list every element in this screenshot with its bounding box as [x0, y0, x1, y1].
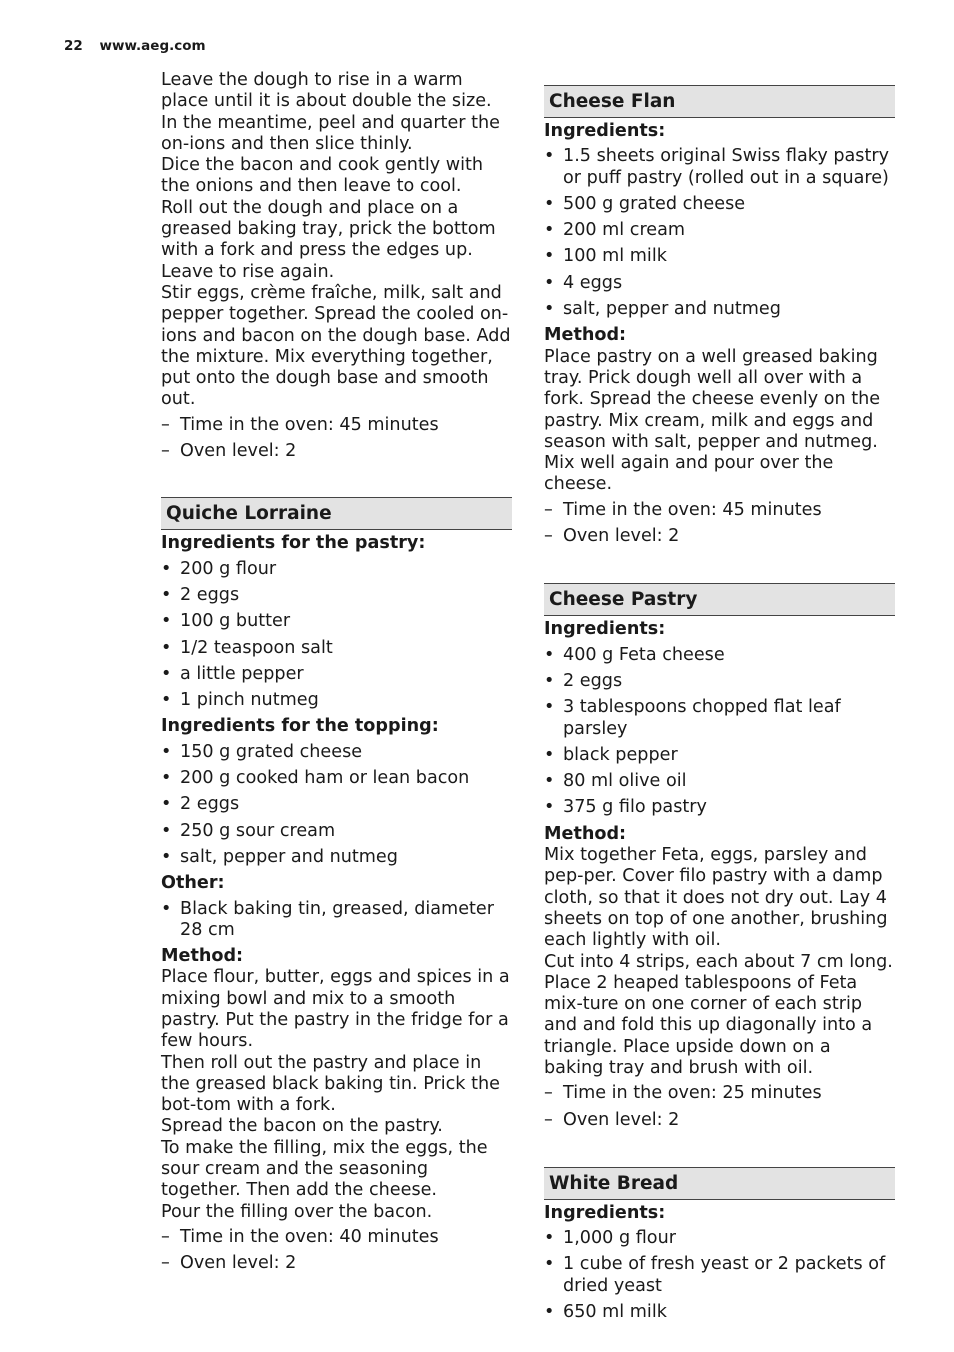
- ingredient-item: • 200 g cooked ham or lean bacon: [161, 768, 512, 789]
- ingredients-label: Ingredients:: [544, 619, 666, 640]
- recipe-quiche-lorraine: [161, 497, 512, 1274]
- oven-level: – Oven level: 2: [161, 1253, 512, 1274]
- other-item: • Black baking tin, greased, diameter 28 cm: [161, 899, 512, 942]
- method-paragraph: Mix together Feta, eggs, parsley and pep-per. Cover filo pastry with a damp cloth, so that it does not dry out. Lay 4 sheets on top of one another, brushing each lightly with oil.: [544, 845, 888, 951]
- ingredient-item: • 250 g sour cream: [161, 821, 512, 842]
- ingredient-item: • salt, pepper and nutmeg: [161, 847, 512, 868]
- method-paragraph: Cut into 4 strips, each about 7 cm long. Place 2 heaped tablespoons of Feta mix-ture on one corner of each strip and and fold this up diagonally into a triangle. Place upside down on a baking tray and brush with oil.: [544, 951, 893, 1078]
- ingredient-item: • 500 g grated cheese: [544, 194, 895, 215]
- oven-settings: [544, 500, 895, 548]
- method-label: Method:: [161, 946, 244, 967]
- ingredient-item: • 200 ml cream: [544, 220, 895, 241]
- method-paragraph: In the meantime, peel and quarter the on-ions and then slice thinly.: [161, 112, 500, 154]
- method-label: Method:: [544, 325, 627, 346]
- ingredients-label: Ingredients:: [544, 1202, 666, 1223]
- method-label: Method:: [544, 823, 627, 844]
- left-column: [161, 70, 512, 1280]
- ingredient-list: [161, 559, 512, 712]
- ingredient-item: • black pepper: [544, 745, 895, 766]
- oven-level: – Oven level: 2: [544, 526, 895, 547]
- ingredient-item: • 375 g filo pastry: [544, 797, 895, 818]
- ingredient-item: • 650 ml milk: [544, 1302, 895, 1323]
- ingredient-item: • 1,000 g flour: [544, 1228, 895, 1249]
- oven-time: – Time in the oven: 40 minutes: [161, 1227, 512, 1248]
- ingredient-item: • 2 eggs: [161, 585, 512, 606]
- method-paragraph: Place pastry on a well greased baking tray. Prick dough well all over with a fork. Spread the cheese evenly on the pastry. Mix cream, milk and eggs and season with salt, pepper and nutmeg. Mix well again and pour over the cheese.: [544, 346, 881, 495]
- recipe-cheese-flan: [544, 85, 895, 547]
- ingredients-label: Ingredients:: [544, 121, 666, 141]
- ingredient-list: [544, 645, 895, 819]
- ingredient-item: • salt, pepper and nutmeg: [544, 299, 895, 320]
- method-paragraph: Roll out the dough and place on a greased baking tray, prick the bottom with a fork and press the edges up. Leave to rise again.: [161, 197, 496, 282]
- section-title: White Bread: [544, 1167, 895, 1200]
- ingredient-item: • 400 g Feta cheese: [544, 645, 895, 666]
- method-paragraph: Dice the bacon and cook gently with the onions and then leave to cool.: [161, 155, 484, 197]
- section-title: Quiche Lorraine: [161, 497, 512, 530]
- ingredient-list: [544, 1228, 895, 1323]
- method-paragraph: Stir eggs, crème fraîche, milk, salt and pepper together. Spread the cooled on-ions and bacon on the dough base. Add the mixture. Mix everything together, put onto the dough base and smooth out.: [161, 282, 511, 410]
- ingredients-label: Ingredients for the topping:: [161, 716, 439, 737]
- continued-recipe: [161, 70, 512, 462]
- ingredient-item: • 100 ml milk: [544, 246, 895, 267]
- section-title: Cheese Flan: [544, 85, 895, 118]
- ingredient-item: • 4 eggs: [544, 273, 895, 294]
- ingredient-item: • 1 pinch nutmeg: [161, 690, 512, 711]
- ingredient-item: • 1.5 sheets original Swiss flaky pastry or puff pastry (rolled out in a square): [544, 146, 895, 189]
- oven-settings: [161, 1227, 512, 1275]
- right-column: [544, 70, 895, 1328]
- method-paragraph: Place flour, butter, eggs and spices in a mixing bowl and mix to a smooth pastry. Put the pastry in the fridge for a few hours.: [161, 967, 510, 1052]
- ingredient-item: • 2 eggs: [544, 671, 895, 692]
- ingredient-list: [544, 146, 895, 320]
- ingredients-label: Ingredients for the pastry:: [161, 533, 426, 554]
- section-title: Cheese Pastry: [544, 583, 895, 616]
- ingredient-item: • 1 cube of fresh yeast or 2 packets of dried yeast: [544, 1254, 895, 1297]
- ingredient-item: • 3 tablespoons chopped flat leaf parsley: [544, 697, 895, 740]
- ingredient-list: [161, 742, 512, 868]
- method-paragraph: Then roll out the pastry and place in the greased black baking tin. Prick the bot-tom with a fork.: [161, 1052, 500, 1116]
- oven-time: – Time in the oven: 25 minutes: [544, 1083, 895, 1104]
- ingredient-item: • 200 g flour: [161, 559, 512, 580]
- page-number: 22: [64, 38, 83, 54]
- ingredient-item: • 80 ml olive oil: [544, 771, 895, 792]
- oven-level: – Oven level: 2: [544, 1110, 895, 1131]
- oven-settings: [161, 415, 512, 463]
- page-header: [64, 38, 206, 54]
- ingredient-item: • 150 g grated cheese: [161, 742, 512, 763]
- oven-time: – Time in the oven: 45 minutes: [544, 500, 895, 521]
- other-list: [161, 899, 512, 942]
- oven-level: – Oven level: 2: [161, 441, 512, 462]
- ingredient-item: • 1/2 teaspoon salt: [161, 638, 512, 659]
- recipe-cheese-pastry: [544, 583, 895, 1131]
- method-paragraph: Pour the filling over the bacon.: [161, 1201, 433, 1222]
- ingredient-item: • 2 eggs: [161, 794, 512, 815]
- ingredient-item: • 100 g butter: [161, 611, 512, 632]
- oven-time: – Time in the oven: 45 minutes: [161, 415, 512, 436]
- oven-settings: [544, 1083, 895, 1131]
- method-paragraph: Spread the bacon on the pastry.: [161, 1116, 443, 1137]
- method-paragraph: To make the filling, mix the eggs, the sour cream and the seasoning together. Then add the cheese.: [161, 1137, 488, 1201]
- method-paragraph: Leave the dough to rise in a warm place until it is about double the size.: [161, 70, 492, 112]
- ingredient-item: • a little pepper: [161, 664, 512, 685]
- recipe-white-bread: [544, 1167, 895, 1323]
- website-url: www.aeg.com: [99, 38, 206, 54]
- other-label: Other:: [161, 873, 225, 894]
